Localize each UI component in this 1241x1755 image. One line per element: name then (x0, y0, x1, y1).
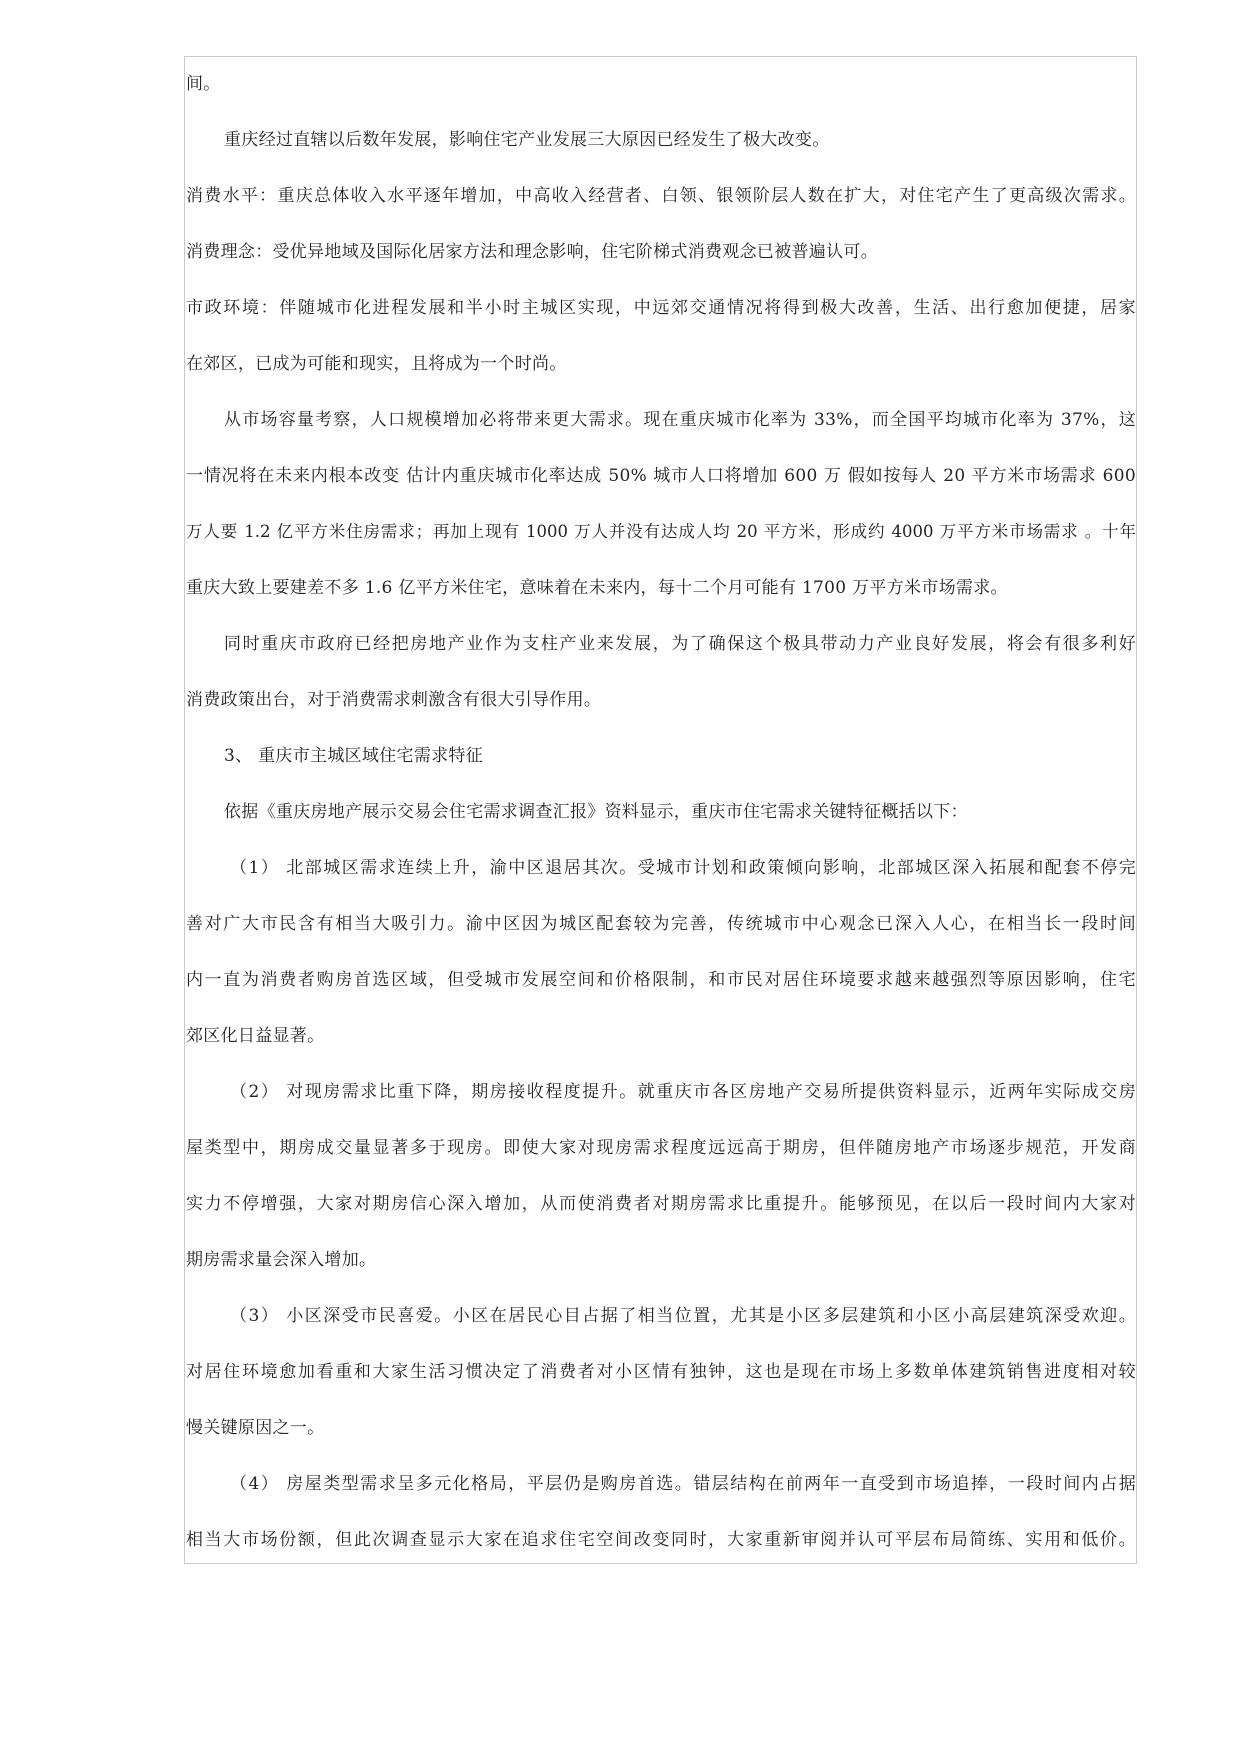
text-line-4: 消费理念：受优异地域及国际化居家方法和理念影响，住宅阶梯式消费观念已被普遍认可。 (186, 242, 878, 262)
text-line-27: 相当大市场份额，但此次调查显示大家在追求住宅空间改变同时，大家重新审阅并认可平层布局简练、实用和低价。 (186, 1530, 1136, 1550)
text-line-24: 对居住环境愈加看重和大家生活习惯决定了消费者对小区情有独钟，这也是现在市场上多数单体建筑销售进度相对较 (186, 1362, 1136, 1382)
text-line-25: 慢关键原因之一。 (186, 1418, 325, 1438)
text-line-9: 万人要 1.2 亿平方米住房需求；再加上现有 1000 万人并没有达成人均 20 平方米，形成约 4000 万平方米市场需求 。十年 (186, 522, 1136, 541)
section-heading: 3、 重庆市主城区域住宅需求特征 (224, 746, 484, 766)
text-line-16: 善对广大市民含有相当大吸引力。渝中区因为城区配套较为完善，传统城市中心观念已深入人心，在相当长一段时间 (186, 914, 1136, 934)
text-line-7: 从市场容量考察，人口规模增加必将带来更大需求。现在重庆城市化率为 33%，而全国平均城市化率为 37%，这 (224, 410, 1136, 430)
text-line-6: 在郊区，已成为可能和现实，且将成为一个时尚。 (186, 354, 567, 374)
text-line-2: 重庆经过直辖以后数年发展，影响住宅产业发展三大原因已经发生了极大改变。 (224, 130, 830, 150)
text-line-20: 屋类型中，期房成交量显著多于现房。即使大家对现房需求程度远远高于期房，但伴随房地产市场逐步规范，开发商 (186, 1138, 1136, 1158)
text-line-3: 消费水平：重庆总体收入水平逐年增加，中高收入经营者、白领、银领阶层人数在扩大，对住宅产生了更高级次需求。 (186, 186, 1136, 206)
text-line-14: 依据《重庆房地产展示交易会住宅需求调查汇报》资料显示，重庆市住宅需求关键特征概括以下： (224, 802, 968, 822)
text-line-12: 消费政策出台，对于消费需求刺激含有很大引导作用。 (186, 690, 602, 710)
text-line-10: 重庆大致上要建差不多 1.6 亿平方米住宅，意味着在未来内，每十二个月可能有 1700 万平方米市场需求。 (186, 578, 1008, 598)
text-line-22: 期房需求量会深入增加。 (186, 1250, 377, 1270)
text-line-11: 同时重庆市政府已经把房地产业作为支柱产业来发展，为了确保这个极具带动力产业良好发展，将会有很多利好 (224, 634, 1136, 654)
text-line-5: 市政环境：伴随城市化进程发展和半小时主城区实现，中远郊交通情况将得到极大改善，生活、出行愈加便捷，居家 (186, 298, 1136, 318)
text-line-26: （4） 房屋类型需求呈多元化格局，平层仍是购房首选。错层结构在前两年一直受到市场追捧，一段时间内占据 (230, 1474, 1136, 1494)
text-line-8: 一情况将在未来内根本改变 估计内重庆城市化率达成 50% 城市人口将增加 600 万 假如按每人 20 平方米市场需求 600 (186, 466, 1136, 486)
text-line-21: 实力不停增强，大家对期房信心深入增加，从而使消费者对期房需求比重提升。能够预见，在以后一段时间内大家对 (186, 1194, 1136, 1214)
text-line-18: 郊区化日益显著。 (186, 1026, 325, 1046)
text-line-15: （1） 北部城区需求连续上升，渝中区退居其次。受城市计划和政策倾向影响，北部城区深入拓展和配套不停完 (230, 858, 1136, 878)
text-line-1: 间。 (186, 74, 221, 94)
text-line-17: 内一直为消费者购房首选区域，但受城市发展空间和价格限制，和市民对居住环境要求越来越强烈等原因影响，住宅 (186, 970, 1136, 990)
text-line-23: （3） 小区深受市民喜爱。小区在居民心目占据了相当位置，尤其是小区多层建筑和小区小高层建筑深受欢迎。 (230, 1306, 1136, 1326)
text-line-19: （2） 对现房需求比重下降，期房接收程度提升。就重庆市各区房地产交易所提供资料显示，近两年实际成交房 (230, 1082, 1136, 1102)
